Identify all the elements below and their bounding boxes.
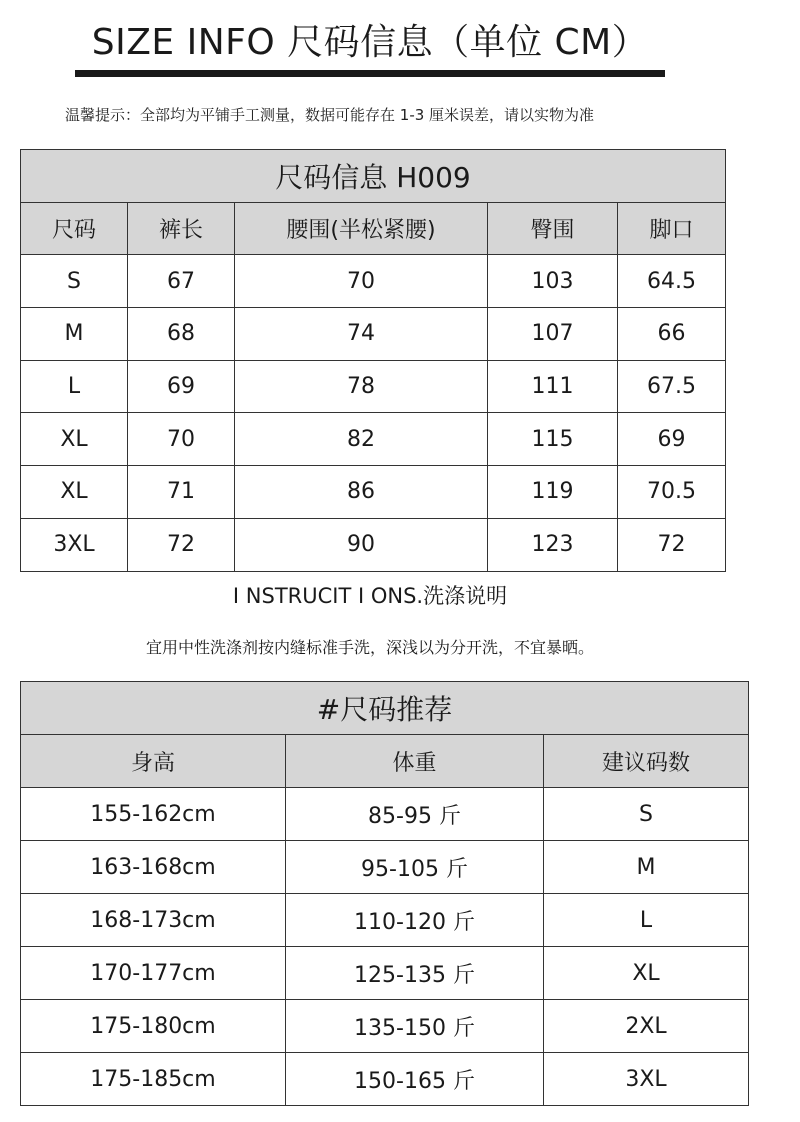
height-cell: 175-185cm [21,1053,286,1106]
table-row [21,788,749,841]
height-cell: 170-177cm [21,947,286,1000]
page-title: SIZE INFO 尺码信息（单位 CM） [91,22,649,63]
size-cell: XL [21,413,128,466]
table-cell: 78 [235,360,488,413]
column-header: 建议码数 [544,735,749,788]
weight-cell: 150-165 斤 [286,1053,544,1106]
washing-instructions: 宜用中性洗涤剂按内缝标准手洗，深浅以为分开洗，不宜暴晒。 [145,638,594,657]
size-cell: M [544,841,749,894]
size-cell: XL [21,466,128,519]
table-cell: 74 [235,308,488,361]
table-cell: 69 [128,360,235,413]
height-cell: 175-180cm [21,1000,286,1053]
table-cell: 69 [618,413,726,466]
table-row [21,360,726,413]
table-cell: 70 [235,255,488,308]
size-table-header [21,202,726,255]
table-row [21,308,726,361]
table-cell: 103 [488,255,618,308]
column-header: 身高 [21,735,286,788]
table-row [21,466,726,519]
size-cell: L [21,360,128,413]
weight-cell: 125-135 斤 [286,947,544,1000]
size-info-table [20,149,726,572]
table-cell: 82 [235,413,488,466]
column-header: 腰围(半松紧腰) [235,202,488,255]
size-cell: S [21,255,128,308]
table-cell: 123 [488,518,618,571]
table-cell: 72 [128,518,235,571]
column-header: 体重 [286,735,544,788]
table-cell: 115 [488,413,618,466]
column-header: 臀围 [488,202,618,255]
table-row [21,518,726,571]
size-cell: 3XL [544,1053,749,1106]
column-header: 裤长 [128,202,235,255]
height-cell: 155-162cm [21,788,286,841]
instructions-title: I NSTRUCIT I ONS.洗涤说明 [232,584,508,608]
table-row [21,1053,749,1106]
weight-cell: 135-150 斤 [286,1000,544,1053]
table-cell: 67 [128,255,235,308]
height-cell: 163-168cm [21,841,286,894]
size-cell: M [21,308,128,361]
table-row [21,841,749,894]
table-cell: 111 [488,360,618,413]
table-cell: 64.5 [618,255,726,308]
recommend-table-header [21,735,749,788]
table-cell: 86 [235,466,488,519]
table-row [21,947,749,1000]
table-row [21,1000,749,1053]
size-cell: XL [544,947,749,1000]
table-cell: 66 [618,308,726,361]
measurement-tip: 温馨提示：全部均为平铺手工测量，数据可能存在 1-3 厘米误差，请以实物为准 [65,106,595,124]
weight-cell: 110-120 斤 [286,894,544,947]
table-cell: 70.5 [618,466,726,519]
table-cell: 107 [488,308,618,361]
size-cell: 3XL [21,518,128,571]
table-cell: 67.5 [618,360,726,413]
table-row [21,413,726,466]
size-table-title: 尺码信息 H009 [21,150,726,203]
table-cell: 68 [128,308,235,361]
height-cell: 168-173cm [21,894,286,947]
size-cell: 2XL [544,1000,749,1053]
size-cell: L [544,894,749,947]
title-underline [75,70,665,77]
table-cell: 72 [618,518,726,571]
table-cell: 71 [128,466,235,519]
column-header: 尺码 [21,202,128,255]
table-row [21,894,749,947]
table-row [21,255,726,308]
weight-cell: 85-95 斤 [286,788,544,841]
recommend-table-title: #尺码推荐 [21,682,749,735]
table-cell: 119 [488,466,618,519]
size-cell: S [544,788,749,841]
table-cell: 90 [235,518,488,571]
column-header: 脚口 [618,202,726,255]
table-cell: 70 [128,413,235,466]
size-recommendation-table [20,681,749,1106]
weight-cell: 95-105 斤 [286,841,544,894]
